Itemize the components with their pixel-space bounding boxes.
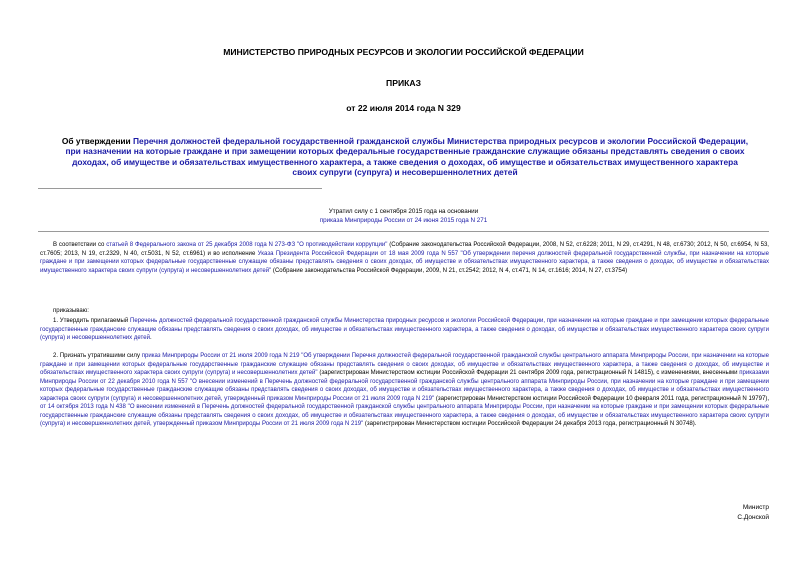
lapsed-note — [200, 207, 607, 225]
order-557-link[interactable]: приказами Минприроды России от 22 декабря 2010 года N 557 "О внесении изменений в Перечень должностей федеральной государственной гражданской службы центрального аппарата Минприроды России, при назначении на которые граждане и при замещении которых федеральные государственные гражданские служащие обязаны представлять сведения о своих доходах, об имуществе и обязательствах имущественного характера, а также сведения о доходах, об имуществе и обязательствах имущественного характера своих супруги (супруга) и несовершеннолетних детей, утвержденный приказом Минприроды России от 21 июля 2009 года N 219" — [40, 370, 769, 402]
divider-long — [38, 231, 769, 232]
order-438-link[interactable]: от 14 октября 2013 года N 438 "О внесении изменений в Перечень должностей федеральной государственной гражданской службы центрального аппарата Минприроды России, при назначении на которые граждане и при замещении которых федеральные государственные гражданские служащие обязаны представлять сведения о своих доходах, об имуществе и обязательствах имущественного характера, а также сведения о доходах, об имуществе и обязательствах имущественного характера своих супруги (супруга) и несовершеннолетних детей, утвержденный приказом Минприроды России от 21 июля 2009 года N 219" — [40, 404, 769, 427]
preamble-text-3: (Собрание законодательства Российской Федерации, 2009, N 21, ст.2542; 2012, N 4, ст.471, N 14, ст.1616; 2014, N 27, ст.3754) — [271, 267, 628, 274]
item-1-paragraph — [40, 317, 769, 343]
item-1-text-1: 1. Утвердить прилагаемый — [53, 318, 130, 324]
list-link[interactable]: Перечень должностей федеральной государственной гражданской службы Министерства природных ресурсов и экологии Российской Федерации, при назначении на которые граждане и при замещении которых федеральные государственные гражданские служащие обязаны представлять сведения о своих доходах, об имуществе и обязательствах имущественного характера, а также сведения о доходах, об имуществе и обязательствах имущественного характера своих супруги (супруга) и несовершеннолетних детей — [40, 318, 769, 341]
order-word: приказываю: — [53, 308, 89, 314]
item-2-text-1: 2. Признать утратившими силу — [53, 353, 142, 359]
signature-position: Министр — [742, 504, 769, 511]
preamble-text-1: В соответствии со — [53, 242, 107, 248]
preamble-text-2: (Собрание законодательства Российской Федерации, 2008, N 52, ст.6228; 2011, N 29, ст.4291, N 48, ст.6730; 2012, N 50, ст.6954, N 53, ст.7605; 2013, N 19, ст.2329, N 40, ст.5031, N 52, ст.6961) и во исполнение — [40, 242, 769, 257]
signature-name: С.Донской — [737, 514, 769, 521]
item-2-text-3: (зарегистрирован Министерством юстиции Российской Федерации 10 февраля 2011 года, регистрационный N 19797), — [434, 395, 769, 402]
law-273-link[interactable]: статьей 8 Федерального закона от 25 декабря 2008 года N 273-ФЗ "О противодействии коррупции" — [106, 242, 388, 248]
lapsed-note-link[interactable]: приказа Минприроды России от 24 июня 2015 года N 271 — [319, 217, 488, 224]
lapsed-note-text: Утратил силу с 1 сентября 2015 года на основании — [328, 208, 479, 215]
order-219-link[interactable]: приказ Минприроды России от 21 июля 2009 года N 219 "Об утверждении Перечня должностей федеральной государственной гражданской службы центрального аппарата Минприроды России, при назначении на которые граждане и при замещении которых федеральные государственные гражданские служащие обязаны представлять сведения о своих доходах, об имуществе и обязательствах имущественного характера, а также сведения о доходах, об имуществе и обязательствах имущественного характера своих супруги (супруга) и несовершеннолетних детей" — [40, 353, 769, 376]
title-link[interactable]: Перечня должностей федеральной государственной гражданской службы Министерства природных ресурсов и экологии Российской Федерации, при назначении на которые граждане и при замещении которых федеральные государственные гражданские служащие обязаны представлять сведения о своих доходах, об имуществе и обязательствах имущественного характера, а также сведения о доходах, об имуществе и обязательствах имущественного характера своих супруги (супруга) и несовершеннолетних детей — [65, 136, 749, 178]
item-1-text-2: . — [150, 335, 152, 341]
item-2-text-4: (зарегистрирован Министерством юстиции Российской Федерации 24 декабря 2013 года, регистрационный N 30748). — [363, 421, 697, 427]
item-2-paragraph — [40, 352, 769, 429]
ministry-heading: МИНИСТЕРСТВО ПРИРОДНЫХ РЕСУРСОВ И ЭКОЛОГИИ РОССИЙСКОЙ ФЕДЕРАЦИИ — [223, 47, 584, 57]
document-title — [60, 136, 750, 178]
document-type: ПРИКАЗ — [386, 78, 421, 88]
item-2-text-2: (зарегистрирован Министерством юстиции Российской Федерации 21 сентября 2009 года, регистрационный N 14815), с изменениями, внесенными — [317, 370, 740, 376]
preamble-paragraph — [40, 241, 769, 275]
title-prefix: Об утверждении — [61, 136, 134, 146]
document-date-number: от 22 июля 2014 года N 329 — [346, 103, 461, 113]
divider-short — [38, 188, 322, 189]
decree-557-link[interactable]: Указа Президента Российской Федерации от 18 мая 2009 года N 557 "Об утверждении перечня должностей федеральной государственной службы, при назначении на которые граждане и при замещении которых федеральные государственные служащие обязаны представлять сведения о своих доходах, об имуществе и обязательствах имущественного характера, а также сведения о доходах, об имуществе и обязательствах имущественного характера своих супруги (супруга) и несовершеннолетних детей" — [40, 250, 769, 274]
